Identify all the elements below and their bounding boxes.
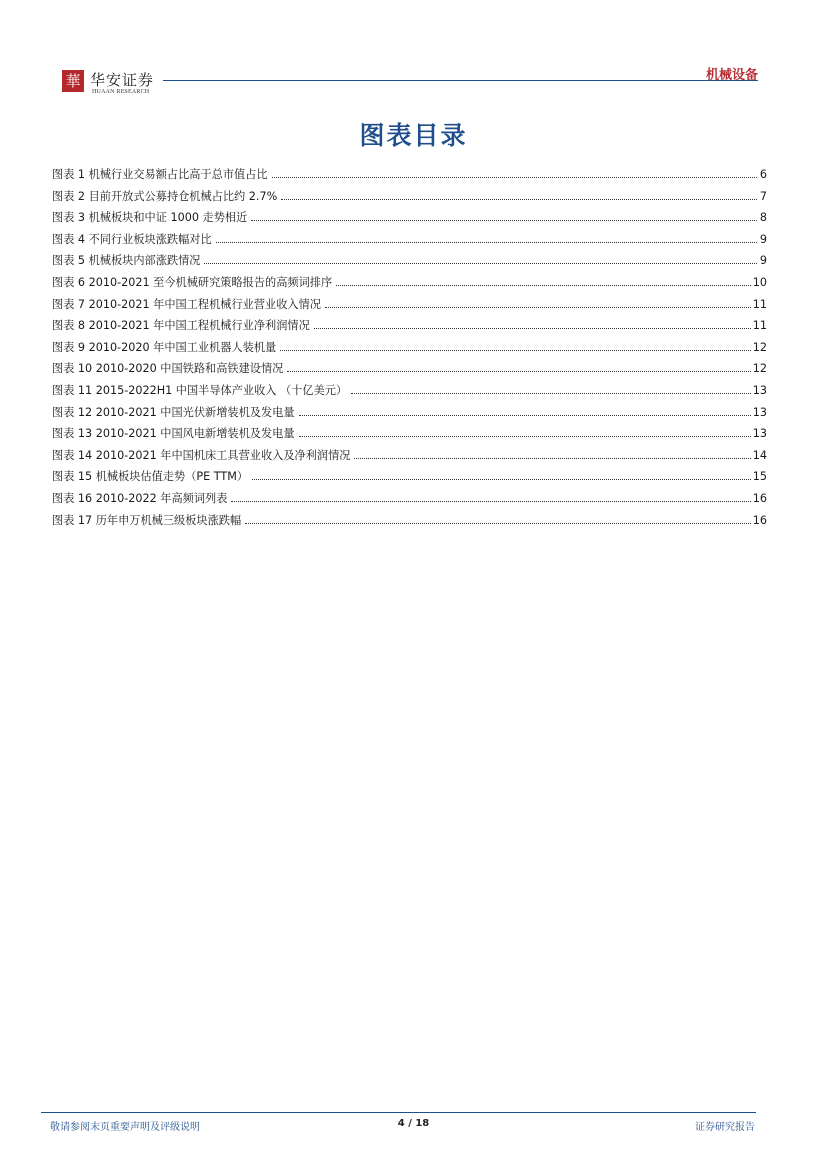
toc-entry-page[interactable]: 13 <box>752 405 767 419</box>
toc-dot-leader <box>351 393 751 394</box>
logo-subtitle: HUAAN RESEARCH <box>92 89 150 95</box>
sector-label: 机械设备 <box>705 68 758 83</box>
toc-entry-page[interactable]: 11 <box>752 319 767 333</box>
toc-entry-page[interactable]: 14 <box>752 448 767 462</box>
toc-entry[interactable] <box>52 468 767 490</box>
company-logo <box>62 70 162 100</box>
toc-entry[interactable] <box>52 425 767 447</box>
toc-entry-page[interactable]: 12 <box>752 340 767 354</box>
toc-entry-page[interactable]: 15 <box>752 470 767 484</box>
toc-entry-label[interactable]: 图表 2 目前开放式公募持仓机械占比约 2.7% <box>52 189 278 203</box>
toc-entry-label[interactable]: 图表 4 不同行业板块涨跌幅对比 <box>52 232 212 246</box>
toc-entry-label[interactable]: 图表 1 机械行业交易额占比高于总市值占比 <box>52 168 268 181</box>
toc-entry-label[interactable]: 图表 3 机械板块和中证 1000 走势相近 <box>52 211 248 225</box>
toc-dot-leader <box>354 458 750 459</box>
toc-entry[interactable] <box>52 252 767 274</box>
toc-dot-leader <box>287 371 750 372</box>
toc-dot-leader <box>251 220 757 221</box>
toc-entry[interactable] <box>52 209 767 231</box>
toc-entry-label[interactable]: 图表 5 机械板块内部涨跌情况 <box>52 254 201 268</box>
toc-dot-leader <box>272 177 757 178</box>
toc-dot-leader <box>314 328 751 329</box>
toc-entry[interactable] <box>52 188 767 210</box>
toc-dot-leader <box>299 415 751 416</box>
header-divider <box>163 80 758 81</box>
toc-entry[interactable] <box>52 490 767 512</box>
toc-entry-page[interactable]: 13 <box>752 427 767 441</box>
toc-dot-leader <box>325 307 751 308</box>
toc-dot-leader <box>231 501 750 502</box>
toc-dot-leader <box>280 350 751 351</box>
page-title: 图表目录 <box>359 121 468 150</box>
disclaimer-notice: 敬请参阅末页重要声明及评级说明 <box>50 1122 200 1133</box>
toc-entry-label[interactable]: 图表 10 2010-2020 中国铁路和高铁建设情况 <box>52 362 284 376</box>
toc-entry-page[interactable]: 16 <box>752 491 767 505</box>
toc-entry-page[interactable]: 6 <box>759 168 767 181</box>
toc-dot-leader <box>216 242 757 243</box>
toc-entry[interactable] <box>52 231 767 253</box>
toc-entry-label[interactable]: 图表 11 2015-2022H1 中国半导体产业收入 （十亿美元） <box>52 383 348 397</box>
toc-entry[interactable] <box>52 360 767 382</box>
toc-entry-label[interactable]: 图表 9 2010-2020 年中国工业机器人装机量 <box>52 340 277 354</box>
toc-entry-label[interactable]: 图表 8 2010-2021 年中国工程机械行业净利润情况 <box>52 319 310 333</box>
toc-entry[interactable] <box>52 317 767 339</box>
logo-mark-icon: 華 <box>62 70 84 92</box>
toc-entry-label[interactable]: 图表 14 2010-2021 年中国机床工具营业收入及净利润情况 <box>52 448 351 462</box>
toc-entry-label[interactable]: 图表 12 2010-2021 中国光伏新增装机及发电量 <box>52 405 295 419</box>
toc-entry[interactable] <box>52 404 767 426</box>
toc-entry-label[interactable]: 图表 17 历年申万机械三级板块涨跌幅 <box>52 513 242 527</box>
toc-entry-label[interactable]: 图表 6 2010-2021 至今机械研究策略报告的高频词排序 <box>52 275 333 289</box>
toc-entry-page[interactable]: 16 <box>752 513 767 527</box>
toc-entry-page[interactable]: 13 <box>752 383 767 397</box>
toc-dot-leader <box>336 285 751 286</box>
toc-entry-page[interactable]: 12 <box>752 362 767 376</box>
toc-entry-label[interactable]: 图表 16 2010-2022 年高频词列表 <box>52 491 228 505</box>
toc-dot-leader <box>299 436 751 437</box>
toc-entry[interactable] <box>52 512 767 534</box>
toc-entry[interactable] <box>52 166 767 188</box>
toc-entry-page[interactable]: 8 <box>759 211 767 225</box>
page-number: 4 / 18 <box>397 1118 430 1129</box>
report-type: 证券研究报告 <box>695 1122 755 1133</box>
toc-entry[interactable] <box>52 447 767 469</box>
toc-entry[interactable] <box>52 339 767 361</box>
toc-entry-page[interactable]: 7 <box>759 189 767 203</box>
toc-entry-page[interactable]: 11 <box>752 297 767 311</box>
logo-name: 华安证券 <box>90 71 155 89</box>
toc-entry-label[interactable]: 图表 13 2010-2021 中国风电新增装机及发电量 <box>52 427 295 441</box>
toc-entry-label[interactable]: 图表 7 2010-2021 年中国工程机械行业营业收入情况 <box>52 297 321 311</box>
footer-divider <box>41 1112 756 1113</box>
figure-index-list <box>52 166 767 533</box>
toc-entry-page[interactable]: 9 <box>759 232 767 246</box>
toc-entry-page[interactable]: 9 <box>759 254 767 268</box>
toc-entry-page[interactable]: 10 <box>752 275 767 289</box>
toc-dot-leader <box>245 523 751 524</box>
toc-dot-leader <box>252 479 751 480</box>
toc-entry[interactable] <box>52 296 767 318</box>
toc-entry[interactable] <box>52 274 767 296</box>
toc-entry[interactable] <box>52 382 767 404</box>
toc-entry-label[interactable]: 图表 15 机械板块估值走势（PE TTM） <box>52 470 249 484</box>
toc-dot-leader <box>281 199 757 200</box>
toc-dot-leader <box>204 263 757 264</box>
